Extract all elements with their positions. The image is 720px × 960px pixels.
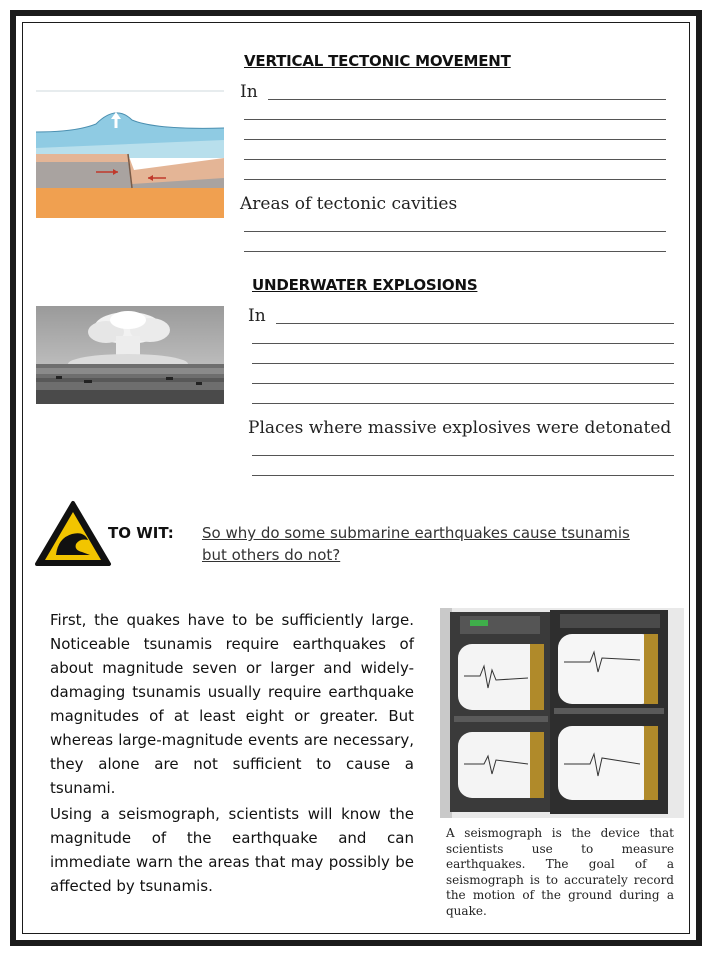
- tectonic-diagram-svg: [36, 88, 224, 220]
- tectonic-diagram: [36, 88, 224, 220]
- to-wit-question-line2: but others do not?: [202, 546, 341, 564]
- explosion-photo: [36, 306, 224, 404]
- tsunami-warning-icon-svg: [34, 500, 112, 568]
- answer-line[interactable]: [268, 99, 666, 100]
- answer-line[interactable]: [252, 343, 674, 344]
- in-label-1: In: [240, 82, 258, 102]
- section-heading-vertical-tectonic: VERTICAL TECTONIC MOVEMENT: [244, 52, 511, 70]
- answer-line[interactable]: [252, 383, 674, 384]
- explosion-photo-svg: [36, 306, 224, 404]
- answer-line[interactable]: [244, 159, 666, 160]
- section-heading-underwater-explosions: UNDERWATER EXPLOSIONS: [252, 276, 478, 294]
- answer-line[interactable]: [244, 119, 666, 120]
- places-label: Places where massive explosives were detonated: [248, 418, 672, 438]
- to-wit-label: TO WIT:: [108, 524, 174, 542]
- answer-line[interactable]: [276, 323, 674, 324]
- answer-line[interactable]: [252, 403, 674, 404]
- answer-line[interactable]: [244, 139, 666, 140]
- answer-line[interactable]: [244, 231, 666, 232]
- answer-line[interactable]: [252, 363, 674, 364]
- seismograph-caption: A seismograph is the device that scientists use to measure earthquakes. The goal of a seismograph is to accurately record the motion of the ground during a quake.: [446, 826, 674, 918]
- answer-line[interactable]: [252, 455, 674, 456]
- answer-line[interactable]: [252, 475, 674, 476]
- tsunami-warning-icon: [34, 500, 112, 568]
- seismograph-photo: [440, 608, 684, 818]
- paragraph-quake-size: First, the quakes have to be sufficiently large. Noticeable tsunamis require earthquakes of about magnitude seven or larger and widely-damaging tsunamis usually require earthquake magnitudes of at least eight or greater. But whereas large-magnitude events are necessary, they alone are not sufficient to cause a tsunami.: [50, 611, 414, 797]
- answer-line[interactable]: [244, 251, 666, 252]
- in-label-2: In: [248, 306, 266, 326]
- seismograph-photo-svg: [440, 608, 684, 818]
- answer-line[interactable]: [244, 179, 666, 180]
- to-wit-question-line1: So why do some submarine earthquakes cause tsunamis: [202, 524, 630, 542]
- areas-label: Areas of tectonic cavities: [240, 194, 458, 214]
- paragraph-seismograph-use: Using a seismograph, scientists will know the magnitude of the earthquake and can immediate warn the areas that may possibly be affected by tsunamis.: [50, 805, 414, 895]
